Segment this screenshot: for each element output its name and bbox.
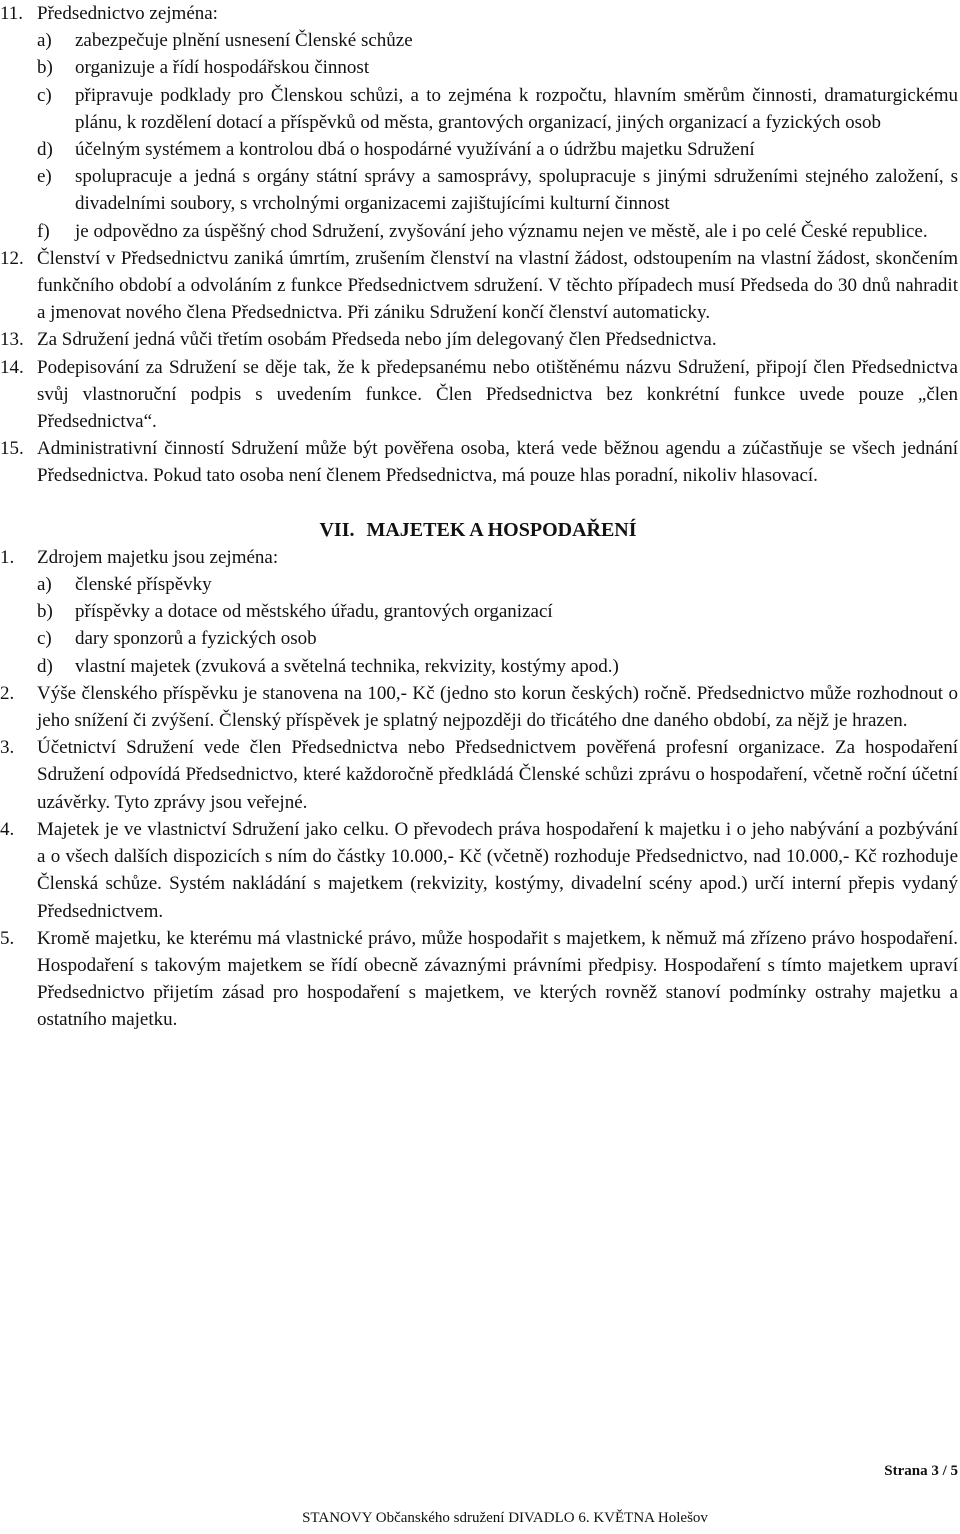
list-label: a) (37, 30, 52, 52)
article-vii-5 (0, 925, 958, 1034)
article-text: Účetnictví Sdružení vede člen Předsednictva nebo Předsednictvem pověřená profesní organizace. Za hospodaření Sdružení odpovídá Předsednictvo, které každoročně předkládá Členské schůzi zprávu o hospodaření, včetně roční účetní uzávěrky. Tyto zprávy jsou veřejné. (37, 737, 958, 813)
article-number: 1. (0, 546, 15, 568)
page-number: Strana 3 / 5 (884, 1463, 958, 1479)
article-11 (0, 0, 958, 27)
list-item (37, 27, 958, 54)
article-text: Zdrojem majetku jsou zejména: (37, 546, 279, 568)
list-label: d) (37, 139, 53, 161)
article-number: 2. (0, 682, 15, 704)
list-text: příspěvky a dotace od městského úřadu, grantových organizací (75, 601, 553, 623)
article-text: Za Sdružení jedná vůči třetím osobám Předseda nebo jím delegovaný člen Předsednictva. (37, 329, 717, 351)
article-vii-4 (0, 816, 958, 925)
article-number: 4. (0, 818, 15, 840)
article-number: 11. (0, 3, 24, 24)
list-item (37, 571, 958, 598)
list-item (37, 625, 958, 652)
list-text: členské příspěvky (75, 574, 212, 596)
list-label: c) (37, 84, 52, 106)
article-number: 14. (0, 356, 24, 378)
list-text: je odpovědno za úspěšný chod Sdružení, zvyšování jeho významu nejen ve městě, ale i po celé České republice. (75, 220, 928, 242)
article-number: 5. (0, 927, 15, 949)
article-number: 13. (0, 329, 24, 351)
list-label: b) (37, 601, 53, 623)
spacer (0, 490, 958, 517)
article-text: Administrativní činností Sdružení může být pověřena osoba, která vede běžnou agendu a zúčastňuje se všech jednání Předsednictva. Pokud tato osoba není členem Předsednictva, má pouze hlas poradní, nikoliv hlasovací. (37, 438, 958, 487)
list-item (37, 598, 958, 625)
article-15 (0, 435, 958, 489)
list-label: a) (37, 574, 52, 596)
list-text: organizuje a řídí hospodářskou činnost (75, 57, 370, 79)
article-14 (0, 354, 958, 436)
list-item (37, 136, 958, 163)
article-text: Výše členského příspěvku je stanovena na 100,- Kč (jedno sto korun českých) ročně. Předsednictvo může rozhodnout o jeho snížení či zvýšení. Členský příspěvek je splatný nejpozději do třicátého dne daného období, za nějž je hrazen. (37, 682, 958, 732)
list-text: zabezpečuje plnění usnesení Členské schůze (75, 30, 413, 52)
article-number: 12. (0, 247, 24, 269)
list-item (37, 82, 958, 136)
article-number: 3. (0, 737, 15, 759)
list-label: c) (37, 628, 52, 650)
list-text: dary sponzorů a fyzických osob (75, 628, 317, 650)
list-label: d) (37, 655, 53, 677)
list-label: b) (37, 57, 53, 79)
list-item (37, 54, 958, 81)
section-roman: VII. (319, 518, 355, 541)
article-text: Členství v Předsednictvu zaniká úmrtím, zrušením členství na vlastní žádost, odstoupením na vlastní žádost, skončením funkčního období a odvoláním z funkce Předsednictvem sdružení. V těchto případech musí Předseda do 30 dnů nahradit a jmenovat nového člena Předsednictva. Při zániku Sdružení končí členství automaticky. (37, 247, 958, 324)
list-label: f) (37, 220, 50, 242)
article-text: Majetek je ve vlastnictví Sdružení jako celku. O převodech práva hospodaření k majetku i o jeho nabývání a pozbývání a o všech dalších dispozicích s ním do částky 10.000,- Kč (včetně) rozhoduje Předsednictvo, nad 10.000,- Kč rozhoduje Členská schůze. Systém nakládání s majetkem (rekvizity, kostýmy, divadelní scény apod.) určí interní přepis vydaný Předsednictvem. (37, 818, 958, 922)
list-item (37, 218, 958, 245)
list-text: vlastní majetek (zvuková a světelná technika, rekvizity, kostýmy apod.) (75, 655, 619, 677)
article-12 (0, 245, 958, 327)
list-label: e) (37, 166, 52, 188)
article-vii-2 (0, 680, 958, 734)
article-vii-1 (0, 544, 958, 571)
article-number: 15. (0, 438, 24, 460)
list-text: účelným systémem a kontrolou dbá o hospodárné využívání a o údržbu majetku Sdružení (75, 139, 755, 161)
page-footer: STANOVY Občanského sdružení DIVADLO 6. KVĚTNA Holešov (302, 1510, 708, 1526)
list-text: připravuje podklady pro Členskou schůzi, a to zejména k rozpočtu, hlavním směrům činnosti, dramaturgickému plánu, k rozdělení dotací a příspěvků od města, grantových organizací, jiných organizací a fyzických osob (75, 84, 958, 133)
article-text: Předsednictvo zejména: (37, 3, 218, 24)
list-item (37, 653, 958, 680)
list-item (37, 163, 958, 217)
article-text: Kromě majetku, ke kterému má vlastnické právo, může hospodařit s majetkem, k němuž má zřízeno právo hospodaření. Hospodaření s takovým majetkem se řídí obecně závaznými právními předpisy. Hospodaření s tímto majetkem upraví Předsednictvo přijetím zásad pro hospodaření s majetkem, ve kterých rovněž stanoví podmínky ostrahy majetku a ostatního majetku. (37, 927, 958, 1031)
article-13 (0, 326, 958, 353)
section-title: MAJETEK A HOSPODAŘENÍ (366, 518, 637, 541)
section-heading (0, 517, 958, 544)
article-vii-3 (0, 734, 958, 816)
article-text: Podepisování za Sdružení se děje tak, že k předepsanému nebo otištěnému názvu Sdružení, připojí člen Předsednictva svůj vlastnoruční podpis s uvedením funkce. Člen Předsednictva bez konkrétní funkce uvede pouze „člen Předsednictva“. (37, 356, 958, 433)
list-text: spolupracuje a jedná s orgány státní správy a samosprávy, spolupracuje s jinými sdruženími stejného založení, s divadelními soubory, s vrcholnými organizacemi zajištujícími kulturní činnost (75, 166, 958, 215)
